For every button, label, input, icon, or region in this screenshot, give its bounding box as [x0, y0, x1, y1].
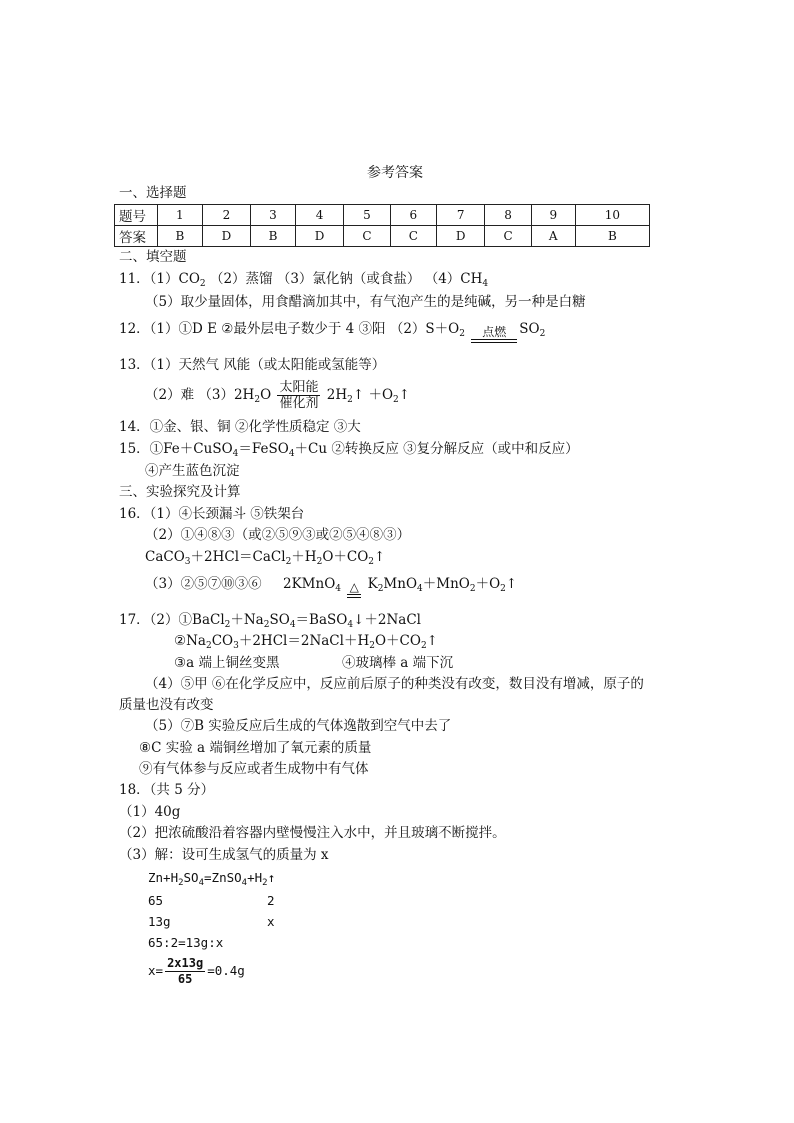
q15-b-sub: 4 — [288, 449, 295, 459]
heat-delta-icon: △ — [349, 580, 359, 594]
table-cell-number: 5 — [344, 205, 390, 226]
q15-a-sub: 4 — [232, 449, 239, 459]
q13-condition-fraction — [277, 380, 320, 411]
eq-sub: 2 — [285, 557, 292, 567]
q13-c-sub: 2 — [393, 395, 399, 405]
eq-part: O＋CO — [322, 549, 369, 565]
eq-sub: 4 — [241, 878, 248, 888]
table-cell-number: 4 — [295, 205, 343, 226]
q17-line7: ⑧C 实验 a 端铜丝增加了氧元素的质量 — [139, 740, 372, 756]
eq-part: K — [367, 576, 378, 592]
table-cell-answer: C — [485, 226, 531, 247]
table-cell-number: 3 — [251, 205, 296, 226]
eq-sub: 2 — [420, 641, 427, 651]
q12-o-sub: 2 — [459, 329, 465, 339]
q13-cond-bottom: 催化剂 — [279, 396, 319, 411]
table-cell-number: 10 — [575, 205, 649, 226]
q11-line1 — [119, 270, 488, 293]
eq-sub: 4 — [289, 620, 296, 630]
table-cell-answer: D — [202, 226, 250, 247]
q11-line2: （5）取少量固体，用食醋滴加其中，有气泡产生的是纯碱，另一种是白糖 — [145, 294, 586, 310]
q17-line5: 质量也没有改变 — [119, 697, 214, 713]
q17-line3a: ③a 端上铜丝变黑 — [174, 655, 280, 671]
eq-sub: 2 — [224, 620, 231, 630]
q12-condition-label: 点燃 — [482, 325, 507, 339]
eq-part: ↑ — [267, 870, 276, 885]
q15-line1 — [119, 440, 579, 463]
table-answer-label: 答案 — [115, 226, 158, 247]
eq-part: MnO — [383, 576, 418, 592]
eq-sub: 2 — [178, 878, 184, 888]
q17-line3b: ④玻璃棒 a 端下沉 — [342, 655, 454, 671]
eq-part: 2KMnO — [283, 576, 336, 592]
q13-cond-top: 太阳能 — [279, 380, 319, 395]
eq-part: =ZnSO — [204, 870, 242, 885]
q16-equation-1 — [145, 548, 385, 571]
eq-sub: 4 — [198, 878, 205, 888]
q11-sub-b: 4 — [482, 279, 489, 289]
q11-sub-a: 2 — [199, 279, 206, 289]
q18-row2-left: 13g — [148, 914, 171, 929]
table-cell-number: 7 — [437, 205, 485, 226]
table-cell-number: 8 — [485, 205, 531, 226]
q17-line2 — [174, 632, 438, 655]
eq-sub: 4 — [347, 620, 354, 630]
q13-part-a: （2）难 （3）2H — [145, 387, 255, 403]
table-cell-answer: D — [295, 226, 343, 247]
q13-line2 — [145, 378, 410, 417]
eq-part: CO — [211, 633, 234, 649]
eq-sub: 4 — [335, 584, 341, 594]
q12-line — [119, 320, 545, 343]
q11-part-a: 11．（1）CO — [119, 271, 200, 287]
eq-part: ＋H — [291, 549, 317, 565]
eq-part: ↓＋2NaCl — [353, 612, 421, 628]
table-cell-number: 1 — [158, 205, 203, 226]
table-cell-answer: B — [158, 226, 203, 247]
q18-ratio: 65:2=13g:x — [148, 935, 224, 950]
q12-condition-arrow — [471, 326, 517, 343]
q12-part-a: 12．（1）①D E ②最外层电子数少于 4 ③阳 （2）S＋O — [119, 321, 460, 337]
table-cell-number: 9 — [531, 205, 575, 226]
eq-sub: 3 — [233, 641, 239, 651]
q13-o: O — [260, 387, 272, 403]
q13-part-c: ↑ ＋O — [352, 387, 394, 403]
eq-part: +H — [247, 870, 263, 885]
eq-sub: 2 — [316, 557, 323, 567]
eq-part: ＋2HCl＝CaCl — [190, 549, 286, 565]
q15-line2: ④产生蓝色沉淀 — [145, 463, 240, 479]
q13-b-sub: 2 — [347, 395, 353, 405]
q18-solution — [148, 956, 245, 987]
q16-line1: 16．（1）④长颈漏斗 ⑤铁架台 — [119, 506, 305, 522]
q17-line6: （5）⑦B 实验反应后生成的气体逸散到空气中去了 — [145, 718, 452, 734]
q18-row2-right: x — [267, 914, 275, 929]
eq-sub: 2 — [205, 641, 212, 651]
q18-line1: 18．（共 5 分） — [119, 782, 215, 798]
eq-sub: 2 — [263, 620, 270, 630]
table-cell-number: 6 — [390, 205, 436, 226]
q18-row1-left: 65 — [148, 893, 164, 908]
q15-part-a: 15．①Fe＋CuSO — [119, 441, 233, 457]
q18-line3: （2）把浓硫酸沿着容器内壁慢慢注入水中，并且玻璃不断搅拌。 — [119, 825, 506, 841]
eq-part: ＋2HCl＝2NaCl＋H — [238, 633, 370, 649]
q18-line4: （3）解：设可生成氢气的质量为 x — [119, 847, 329, 863]
eq-part: ②Na — [174, 633, 206, 649]
section-heading-fill: 二、填空题 — [119, 249, 187, 265]
eq-sub: 2 — [377, 584, 384, 594]
section-heading-experiment: 三、实验探究及计算 — [119, 484, 241, 500]
answer-table — [114, 204, 650, 247]
eq-part: ＋Na — [230, 612, 264, 628]
table-cell-answer: A — [531, 226, 575, 247]
eq-part: CaCO — [145, 549, 185, 565]
heat-condition-arrow — [347, 581, 361, 598]
q18-x-result: =0.4g — [207, 963, 245, 978]
q15-part-b: ＝FeSO — [238, 441, 289, 457]
table-row-numbers — [115, 205, 650, 226]
eq-part: ＋MnO — [422, 576, 470, 592]
eq-part: O＋CO — [374, 633, 421, 649]
eq-part: ↑ — [374, 549, 386, 565]
eq-sub: 4 — [417, 584, 423, 594]
eq-sub: 2 — [500, 584, 506, 594]
q14-line: 14．①金、银、铜 ②化学性质稳定 ③大 — [119, 419, 361, 435]
table-cell-number: 2 — [202, 205, 250, 226]
q12-so: SO — [519, 321, 540, 337]
q17-line8: ⑨有气体参与反应或者生成物中有气体 — [139, 761, 369, 777]
eq-part: ＋O — [475, 576, 501, 592]
eq-sub: 3 — [184, 557, 191, 567]
eq-part: SO — [269, 612, 290, 628]
table-cell-answer: B — [251, 226, 296, 247]
q12-so-sub: 2 — [539, 329, 546, 339]
q13-part-b: 2H — [326, 387, 348, 403]
q16-line2: （2）①④⑧③（或②⑤⑨③或②⑤④⑧③） — [145, 527, 411, 543]
q18-frac-den: 65 — [177, 972, 193, 986]
q16-line4-a: （3）②⑤⑦⑩③⑥ — [145, 576, 262, 592]
q17-line1 — [119, 611, 421, 634]
q16-equation-2 — [283, 575, 517, 598]
q18-row1-right: 2 — [267, 893, 275, 908]
q13-h-sub: 2 — [254, 395, 261, 405]
table-row-answers — [115, 226, 650, 247]
table-cell-answer: C — [390, 226, 436, 247]
q11-part-b: （2）蒸馏 （3）氯化钠（或食盐） （4）CH — [209, 271, 483, 287]
q18-line2: （1）40g — [119, 804, 181, 820]
equals-bar — [347, 594, 361, 598]
eq-part: ＝BaSO — [295, 612, 348, 628]
eq-part: ↑ — [426, 633, 438, 649]
eq-sub: 2 — [262, 878, 268, 888]
eq-sub: 2 — [369, 641, 375, 651]
table-header-label: 题号 — [115, 205, 158, 226]
q13-part-d: ↑ — [398, 387, 411, 403]
eq-part: SO — [183, 870, 199, 885]
q12-equals-bar — [471, 339, 517, 343]
table-cell-answer: C — [344, 226, 390, 247]
q18-fraction — [165, 956, 205, 987]
q16-line4 — [145, 575, 262, 593]
q15-part-c: ＋Cu ②转换反应 ③复分解反应（或中和反应） — [294, 441, 579, 457]
q18-frac-num: 2x13g — [167, 956, 204, 970]
q17-line4: （4）⑤甲 ⑥在化学反应中，反应前后原子的种类没有改变，数目没有增减，原子的 — [145, 676, 644, 692]
eq-part: 17．（2）①BaCl — [119, 612, 225, 628]
table-cell-answer: D — [437, 226, 485, 247]
eq-part: ↑ — [505, 576, 518, 592]
q13-line1: 13．（1）天然气 风能（或太阳能或氢能等） — [119, 357, 386, 373]
eq-part: Zn+H — [148, 870, 179, 885]
eq-sub: 2 — [368, 557, 375, 567]
table-cell-answer: B — [575, 226, 649, 247]
eq-sub: 2 — [469, 584, 476, 594]
q18-x-prefix: x= — [148, 963, 164, 978]
document-title: 参考答案 — [367, 165, 423, 181]
section-heading-choice: 一、选择题 — [119, 185, 187, 201]
q18-equation — [148, 869, 275, 892]
